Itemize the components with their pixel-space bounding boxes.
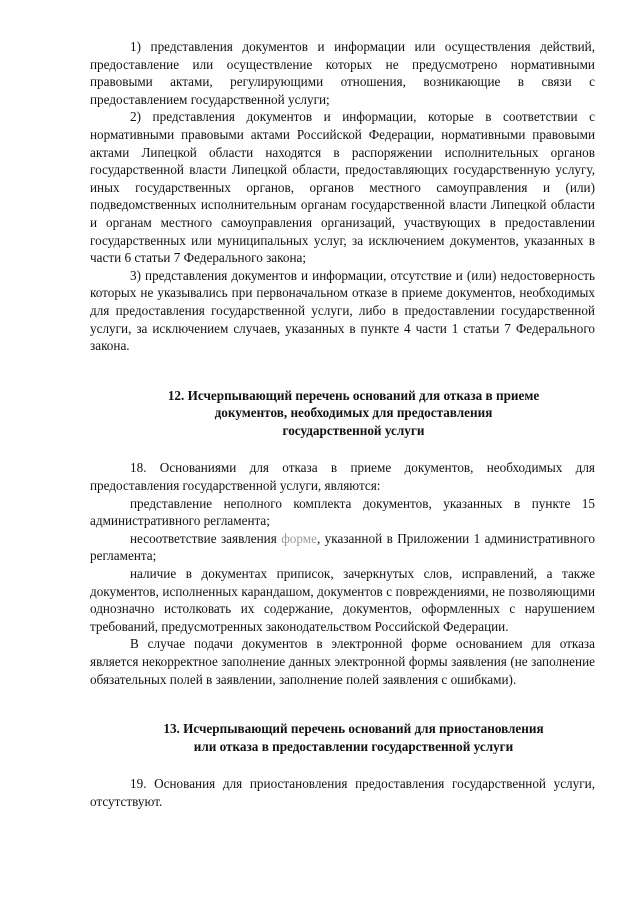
paragraph-18: 18. Основаниями для отказа в приеме документов, необходимых для предоставления государственной услуги, являются:: [90, 460, 595, 494]
paragraph-18-item-3: наличие в документах приписок, зачеркнутых слов, исправлений, а также документов, исполненных карандашом, документов с повреждениями, не позволяющими однозначно истолковать их содержание, документов, оформленных с нарушением требований, предусмотренных законодательством Российской Федерации.: [90, 566, 595, 634]
section-13-heading: [90, 720, 595, 755]
item-2-text-b: , указанной в Приложении 1 административного регламента;: [90, 530, 595, 564]
item-2-faint-word: форме: [281, 530, 317, 546]
section-12-heading-line-3: государственной услуги: [282, 422, 425, 438]
spacer: [90, 439, 595, 459]
paragraph-item-3: 3) представления документов и информации, отсутствие и (или) недостоверность которых не указывались при первоначальном отказе в приеме документов, необходимых для предоставления государственной услуги, либо в предоставлении государственной услуги, за исключением случаев, указанных в пункте 4 части 1 статьи 7 Федерального закона.: [90, 267, 595, 354]
page-content: [90, 38, 595, 811]
paragraph-19: 19. Основания для приостановления предоставления государственной услуги, отсутствуют.: [90, 776, 595, 809]
spacer: [90, 355, 595, 387]
paragraph-18-item-1: представление неполного комплекта документов, указанных в пункте 15 административного регламента;: [90, 495, 595, 529]
paragraph-item-2: 2) представления документов и информации, которые в соответствии с нормативными правовыми актами Российской Федерации, нормативными правовыми актами Липецкой области находятся в распоряжении исполнительных органов государственной власти Липецкой области, предоставляющих государственную услугу, иных государственных органов, органов местного самоуправления и (или) подведомственных исполнительным органам государственной власти Липецкой области и органам местного самоуправления организаций, участвующих в предоставлении государственных или муниципальных услуг, за исключением документов, указанных в части 6 статьи 7 Федерального закона;: [90, 109, 595, 266]
spacer: [90, 755, 595, 775]
section-12-heading-line-2: документов, необходимых для предоставления: [214, 405, 493, 421]
section-12-heading-line-1: 12. Исчерпывающий перечень оснований для отказа в приеме: [167, 387, 540, 403]
paragraph-18-item-2: [90, 530, 595, 565]
section-12-heading: [90, 387, 595, 440]
paragraph-item-1: 1) представления документов и информации или осуществления действий, предоставление или осуществление которых не предусмотрено нормативными правовыми актами, регулирующими отношения, возникающие в связи с предоставлением государственной услуги;: [90, 39, 595, 107]
section-13-heading-line-1: 13. Исчерпывающий перечень оснований для приостановления: [163, 721, 544, 737]
spacer: [90, 688, 595, 720]
paragraph-electronic: В случае подачи документов в электронной форме основанием для отказа является некорректное заполнение данных электронной формы заявления (не заполнение обязательных полей в заявлении, заполнение полей заявления с ошибками).: [90, 636, 595, 687]
item-2-text-a: несоответствие заявления: [130, 530, 282, 546]
section-13-heading-line-2: или отказа в предоставлении государственной услуги: [193, 738, 514, 754]
